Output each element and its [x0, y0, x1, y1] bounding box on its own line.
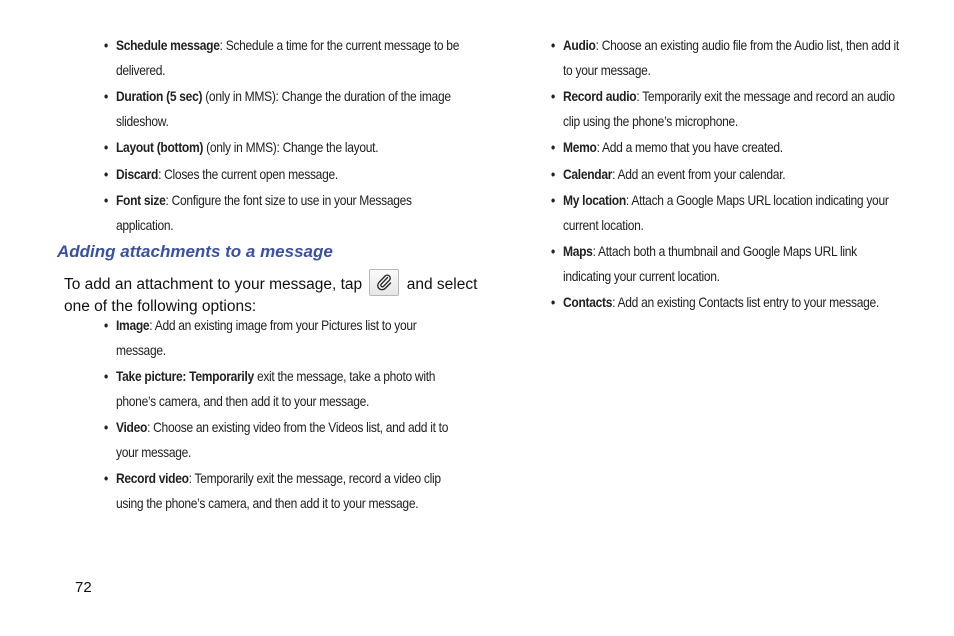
- list-item: • Record audio: Temporarily exit the message and record an audio clip using the phone’s microphone.: [550, 88, 895, 129]
- list-item: • Discard: Closes the current open message.: [103, 165, 338, 182]
- message-options-list: [103, 33, 516, 237]
- list-item: • Record video: Temporarily exit the message, record a video clip using the phone’s camera, and then add it to your message.: [103, 470, 441, 511]
- attach-button[interactable]: [369, 269, 399, 296]
- list-item: • Layout (bottom) (only in MMS): Change the layout.: [103, 139, 379, 155]
- attachment-options-list-continued: [550, 33, 954, 315]
- section-heading: Adding attachments to a message: [57, 242, 333, 261]
- list-item: • Take picture: Temporarily exit the message, take a photo with phone’s camera, and then add it to your message.: [103, 368, 436, 409]
- intro-text-after: and select one of the following options:: [64, 276, 478, 315]
- intro-paragraph: [64, 269, 484, 318]
- list-item: • My location: Attach a Google Maps URL location indicating your current location.: [550, 192, 889, 233]
- paperclip-icon: [376, 273, 392, 291]
- list-item: • Contacts: Add an existing Contacts list entry to your message.: [550, 294, 879, 310]
- list-item: • Schedule message: Schedule a time for the current message to be delivered.: [103, 37, 460, 78]
- attachment-options-list: [103, 313, 516, 515]
- list-item: • Font size: Configure the font size to use in your Messages application.: [103, 192, 412, 233]
- list-item: • Duration (5 sec) (only in MMS): Change the duration of the image slideshow.: [103, 88, 451, 129]
- list-item: • Memo: Add a memo that you have created.: [550, 139, 783, 155]
- list-item: • Video: Choose an existing video from the Videos list, and add it to your message.: [103, 419, 449, 460]
- intro-text-before: To add an attachment to your message, tap: [64, 276, 363, 293]
- list-item: • Maps: Attach both a thumbnail and Google Maps URL link indicating your current location.: [550, 243, 857, 284]
- list-item: • Audio: Choose an existing audio file from the Audio list, then add it to your message.: [550, 37, 899, 78]
- list-item: • Image: Add an existing image from your Pictures list to your message.: [103, 317, 417, 358]
- list-item: • Calendar: Add an event from your calendar.: [550, 165, 786, 182]
- page-number: 72: [75, 579, 92, 596]
